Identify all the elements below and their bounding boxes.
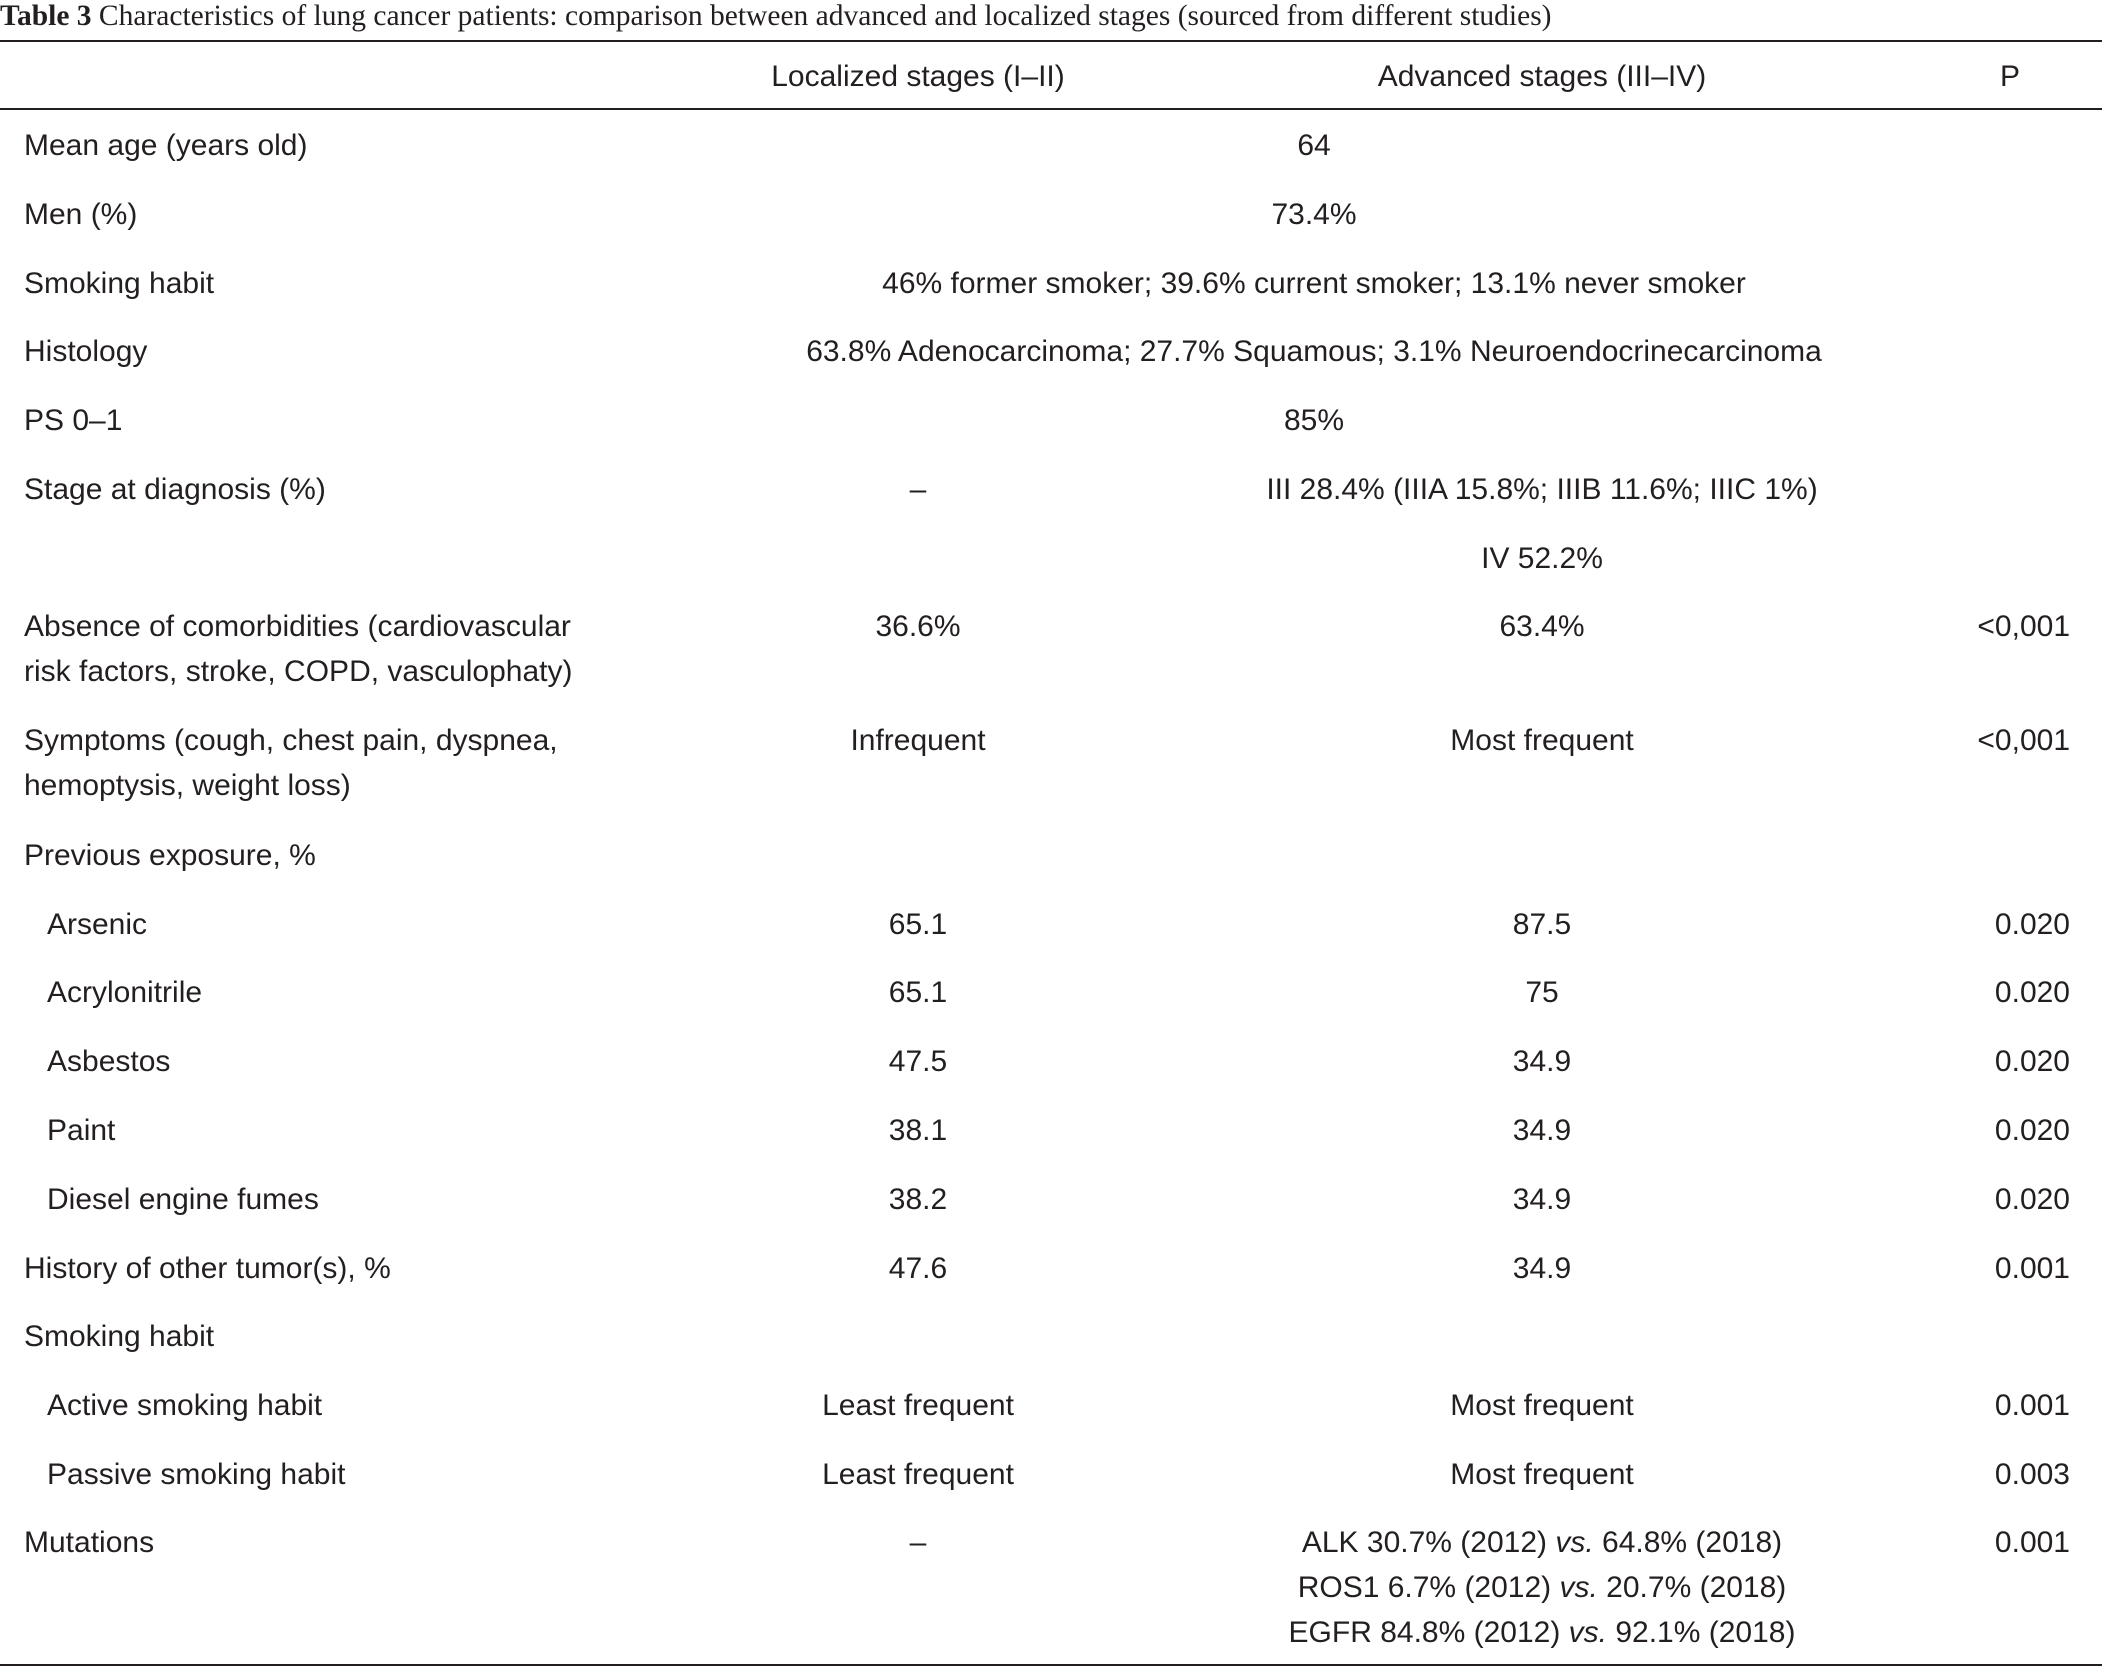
row-label: Stage at diagnosis (%) [24, 473, 326, 506]
row-localized: Least frequent [822, 1389, 1014, 1422]
row-advanced: Most frequent [1450, 1389, 1634, 1422]
row-label: PS 0–1 [24, 404, 123, 437]
bottom-rule [0, 1664, 2102, 1666]
row-value: 85% [1283, 404, 1345, 437]
row-advanced: Most frequent [1450, 724, 1634, 757]
row-label: History of other tumor(s), % [24, 1252, 391, 1285]
row-localized: 38.1 [888, 1114, 948, 1147]
row-label: Arsenic [47, 908, 148, 941]
row-label: Asbestos [47, 1045, 171, 1078]
row-label: Mean age (years old) [24, 129, 308, 162]
row-localized: 65.1 [888, 908, 948, 941]
row-p: 0.020 [1994, 1183, 2070, 1216]
mutation-egfr-2018: 92.1% (2018) [1607, 1616, 1796, 1649]
row-label: Previous exposure, % [24, 839, 316, 872]
row-label: Absence of comorbidities (cardiovascular [24, 610, 571, 643]
row-p: 0.020 [1994, 1114, 2070, 1147]
mutation-alk-2018: 64.8% (2018) [1593, 1526, 1783, 1559]
mutation-alk-2012: ALK 30.7% (2012) [1301, 1526, 1556, 1559]
row-advanced: 34.9 [1512, 1045, 1572, 1078]
row-localized: 47.5 [888, 1045, 948, 1078]
header-rule [0, 108, 2102, 110]
row-label: Paint [47, 1114, 116, 1147]
row-label: Passive smoking habit [47, 1458, 346, 1491]
row-localized: 47.6 [888, 1252, 948, 1285]
row-localized: 38.2 [888, 1183, 948, 1216]
row-value: 63.8% Adenocarcinoma; 27.7% Squamous; 3.1% Neuroendocrinecarcinoma [806, 335, 1822, 368]
row-advanced: Most frequent [1450, 1458, 1634, 1491]
row-value: 73.4% [1271, 198, 1357, 231]
mutation-alk [1196, 1520, 1888, 1565]
mutation-ros1-2012: ROS1 6.7% (2012) [1297, 1571, 1560, 1604]
row-label: Active smoking habit [47, 1389, 323, 1422]
vs-italic: vs. [1555, 1526, 1594, 1559]
row-advanced: III 28.4% (IIIA 15.8%; IIIB 11.6%; IIIC 1%) [1266, 473, 1818, 506]
table-caption-text: Characteristics of lung cancer patients: comparison between advanced and localized stages (sourced from different studies) [98, 0, 1552, 32]
row-p: 0.020 [1994, 976, 2070, 1009]
vs-italic: vs. [1559, 1571, 1598, 1604]
row-label: Smoking habit [24, 1320, 215, 1353]
row-localized: Least frequent [822, 1458, 1014, 1491]
header-localized: Localized stages (I–II) [771, 60, 1065, 93]
row-p: <0,001 [1977, 610, 2070, 643]
row-advanced-line-2: IV 52.2% [1481, 542, 1603, 575]
header-advanced: Advanced stages (III–IV) [1377, 60, 1707, 93]
row-label: Histology [24, 335, 148, 368]
row-value: 64 [1297, 129, 1331, 162]
row-value: 46% former smoker; 39.6% current smoker; 13.1% never smoker [882, 267, 1746, 300]
vs-italic: vs. [1568, 1616, 1607, 1649]
row-label: Symptoms (cough, chest pain, dyspnea, [24, 724, 558, 757]
row-p: 0.003 [1994, 1458, 2070, 1491]
row-label: Acrylonitrile [47, 976, 203, 1009]
row-advanced: 34.9 [1512, 1114, 1572, 1147]
row-localized: 65.1 [888, 976, 948, 1009]
mutation-egfr [1196, 1610, 1888, 1655]
table-caption [0, 0, 2102, 40]
row-localized: – [909, 1526, 927, 1559]
row-p: <0,001 [1977, 724, 2070, 757]
header-p: P [1999, 60, 2020, 93]
row-p: 0.020 [1994, 908, 2070, 941]
row-p: 0.001 [1994, 1526, 2070, 1559]
row-label-line-2: hemoptysis, weight loss) [24, 769, 351, 802]
row-label: Mutations [24, 1526, 155, 1559]
row-localized: Infrequent [850, 724, 986, 757]
row-localized: 36.6% [875, 610, 961, 643]
table-label: Table 3 [0, 0, 92, 32]
row-label-line-2: risk factors, stroke, COPD, vasculophaty) [24, 655, 573, 688]
row-p: 0.001 [1994, 1389, 2070, 1422]
mutation-egfr-2012: EGFR 84.8% (2012) [1288, 1616, 1569, 1649]
row-label: Smoking habit [24, 267, 215, 300]
row-advanced: 87.5 [1512, 908, 1572, 941]
row-advanced: 75 [1525, 976, 1559, 1009]
row-advanced: 63.4% [1499, 610, 1585, 643]
row-advanced: 34.9 [1512, 1183, 1572, 1216]
row-advanced: 34.9 [1512, 1252, 1572, 1285]
mutation-ros1-2018: 20.7% (2018) [1597, 1571, 1787, 1604]
row-p: 0.020 [1994, 1045, 2070, 1078]
mutation-ros1 [1196, 1565, 1888, 1610]
row-p: 0.001 [1994, 1252, 2070, 1285]
row-localized: – [909, 473, 927, 506]
row-label: Diesel engine fumes [47, 1183, 319, 1216]
row-label: Men (%) [24, 198, 138, 231]
top-rule [0, 40, 2102, 42]
